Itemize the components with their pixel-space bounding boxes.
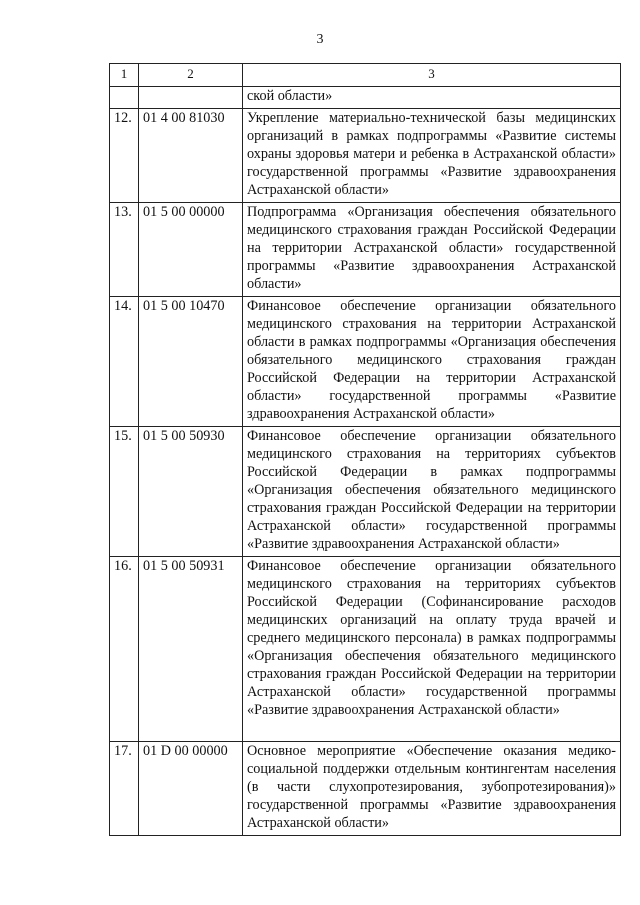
row-description: Финансовое обеспечение организации обязательного медицинского страхования на территории Астраханской области в рамках подпрограммы «Организация обеспечения обязательного медицинского страхования граждан Российской Федерации на территории Астраханской области» государственной программы «Развитие здравоохранения Астраханской области» [243,297,621,427]
row-number: 15. [110,427,139,557]
row-code: 01 5 00 50930 [139,427,243,557]
column-header-code: 2 [139,64,243,87]
row-number: 17. [110,742,139,836]
budget-classification-table [109,63,621,836]
row-description: Укрепление материально-технической базы медицинских организаций в рамках подпрограммы «Развитие системы охраны здоровья матери и ребенка в Астраханской области» государственной программы «Развитие здравоохранения Астраханской области» [243,109,621,203]
table-row [110,203,621,297]
column-header-description: 3 [243,64,621,87]
row-description: Подпрограмма «Организация обеспечения обязательного медицинского страхования граждан Российской Федерации на территории Астраханской области» государственной программы «Развитие здравоохранения Астраханской области» [243,203,621,297]
table-header-row [110,64,621,87]
row-number: 13. [110,203,139,297]
row-code: 01 5 00 10470 [139,297,243,427]
row-description: Финансовое обеспечение организации обязательного медицинского страхования на территориях субъектов Российской Федерации (Софинансирование расходов медицинских организаций на оплату труда врачей и среднего медицинского персонала) в рамках подпрограммы «Организация обеспечения обязательного медицинского страхования граждан Российской Федерации на территории Астраханской области» государственной программы «Развитие здравоохранения Астраханской области» [243,557,621,742]
row-number-cell-empty [110,87,139,109]
row-code: 01 4 00 81030 [139,109,243,203]
table-row [110,427,621,557]
row-description-continuation: ской области» [243,87,621,109]
row-description: Финансовое обеспечение организации обязательного медицинского страхования на территориях субъектов Российской Федерации в рамках подпрограммы «Организация обеспечения обязательного медицинского страхования граждан Российской Федерации на территории Астраханской области» государственной программы «Развитие здравоохранения Астраханской области» [243,427,621,557]
column-header-number: 1 [110,64,139,87]
table-row [110,109,621,203]
row-code: 01 5 00 50931 [139,557,243,742]
row-code-cell-empty [139,87,243,109]
table-row-continuation [110,87,621,109]
table-row [110,557,621,742]
row-code: 01 D 00 00000 [139,742,243,836]
table-row [110,742,621,836]
table-row [110,297,621,427]
row-number: 16. [110,557,139,742]
row-code: 01 5 00 00000 [139,203,243,297]
page-number: 3 [316,32,324,47]
row-number: 12. [110,109,139,203]
row-number: 14. [110,297,139,427]
row-description: Основное мероприятие «Обеспечение оказания медико-социальной поддержки отдельным контингентам населения (в части слухопротезирования, зубопротезирования)» государственной программы «Развитие здравоохранения Астраханской области» [243,742,621,836]
